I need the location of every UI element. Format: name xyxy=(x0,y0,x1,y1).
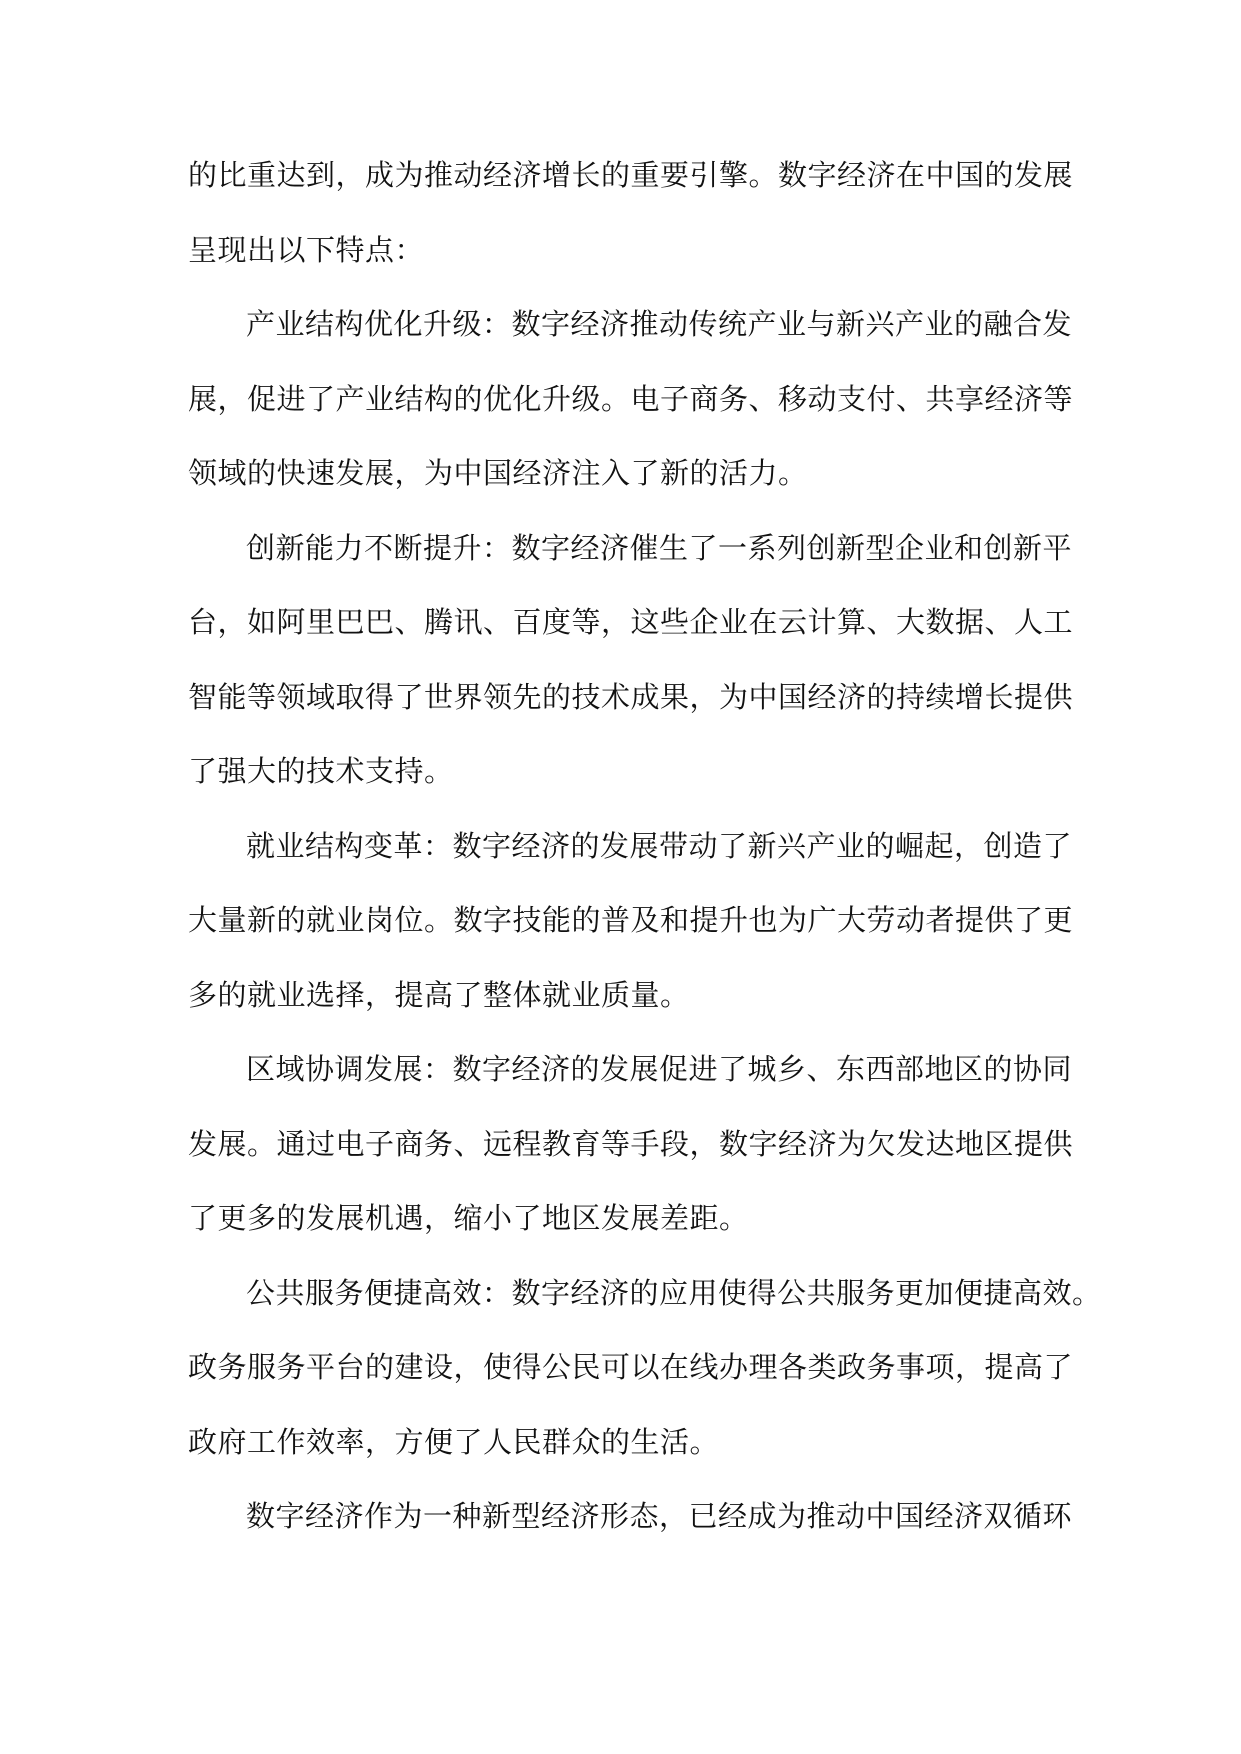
paragraph-first-line: 区域协调发展：数字经济的发展促进了城乡、东西部地区的协同 xyxy=(246,1052,1073,1086)
text-line: 大量新的就业岗位。数字技能的普及和提升也为广大劳动者提供了更 xyxy=(188,903,1074,937)
text-line: 了强大的技术支持。 xyxy=(188,754,454,788)
paragraph-first-line: 创新能力不断提升：数字经济催生了一系列创新型企业和创新平 xyxy=(246,530,1073,565)
text-line: 政府工作效率，方便了人民群众的生活。 xyxy=(188,1424,720,1459)
text-line: 呈现出以下特点： xyxy=(188,232,425,267)
document-body xyxy=(188,138,1102,1554)
text-line: 了更多的发展机遇，缩小了地区发展差距。 xyxy=(188,1201,749,1235)
text-line: 多的就业选择，提高了整体就业质量。 xyxy=(188,977,690,1012)
text-line: 的比重达到，成为推动经济增长的重要引擎。数字经济在中国的发展 xyxy=(188,158,1074,192)
text-line: 发展。通过电子商务、远程教育等手段，数字经济为欠发达地区提供 xyxy=(188,1126,1074,1161)
text-line: 台，如阿里巴巴、腾讯、百度等，这些企业在云计算、大数据、人工 xyxy=(188,605,1074,639)
paragraph-first-line: 产业结构优化升级：数字经济推动传统产业与新兴产业的融合发 xyxy=(246,307,1073,341)
paragraph-first-line: 数字经济作为一种新型经济形态，已经成为推动中国经济双循环 xyxy=(246,1499,1073,1533)
text-line: 智能等领域取得了世界领先的技术成果，为中国经济的持续增长提供 xyxy=(188,679,1074,714)
text-line: 领域的快速发展，为中国经济注入了新的活力。 xyxy=(188,456,808,490)
text-line: 政务服务平台的建设，使得公民可以在线办理各类政务事项，提高了 xyxy=(188,1350,1074,1384)
paragraph-first-line: 公共服务便捷高效：数字经济的应用使得公共服务更加便捷高效。 xyxy=(246,1275,1102,1310)
text-line: 展，促进了产业结构的优化升级。电子商务、移动支付、共享经济等 xyxy=(188,381,1074,416)
paragraph-first-line: 就业结构变革：数字经济的发展带动了新兴产业的崛起，创造了 xyxy=(246,828,1073,863)
